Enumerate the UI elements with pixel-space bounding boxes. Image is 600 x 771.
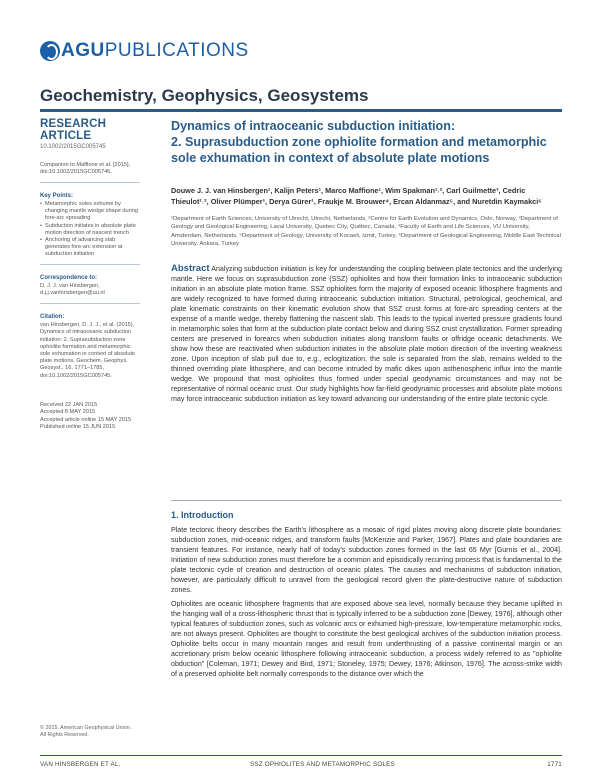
companion-note: Companion to Maffione et al. [2015], doi:10.1002/2015GC005746.: [40, 162, 131, 176]
footer-rule: [40, 755, 562, 756]
article-main: [171, 118, 562, 404]
citation-heading: Citation:: [40, 314, 65, 321]
journal-title: Geochemistry, Geophysics, Geosystems: [40, 86, 369, 105]
key-point: • Metamorphic soles exhume by changing mantle wedge shape during fore-arc spreading: [40, 201, 140, 221]
abstract-text: Analyzing subduction initiation is key for understanding the coupling between plate tectonics and the underlying mantle. Here we focus on suprasubduction zone (SSZ) ophiolites and how their formation links to intraoceanic subduction initiation in an absolute plate motion frame. SSZ ophiolites form the majority of exposed oceanic lithosphere fragments and are widely recognized to have formed during intraoceanic subduction initiation. Structural, petrological, geochemical, and plate kinematic constraints on their kinematic evolution show that SSZ crust forms at fore-arc spreading centers at the expense of a mantle wedge, thereby flattening the nascent slab. This leads to the typical inverted pressure gradients found in metamorphic soles that form at the subduction plate contact below and during SSZ crust crystallization. Former spreading centers are preserved in forearcs when subduction initiates along transform faults or offridge oceanic detachments. We show how these are reactivated when subduction initiates in the absolute plate motion direction of the inverting weakness zone. Upon inception of slab pull due to, e.g., eclogitization, the sole is separated from the slab, remains welded to the thinned overriding plate lithosphere, and can become intruded by mafic dikes upon asthenospheric influx into the mantle wedge. We propound that most ophiolites thus formed under special geodynamic circumstances and may not be representative of normal oceanic crust. Our study highlights how far-field geodynamic processes and absolute plate motions may force intraoceanic subduction initiation as key toward advancing our understanding of the entire plate tectonic cycle.: [171, 265, 562, 404]
title-line: 2. Suprasubduction zone ophiolite formation and metamorphic: [171, 135, 547, 149]
header-rule: [40, 109, 562, 112]
copyright: [40, 725, 150, 739]
page-number: 1771: [547, 761, 562, 768]
abstract-label: Abstract: [171, 263, 210, 275]
author-list: Douwe J. J. van Hinsbergen¹, Kalijn Peters¹, Marco Maffione¹, Wim Spakman¹˒², Carl Guilmette³, Cedric Thieulot¹˒², Oliver Plümper¹, Derya Gürer¹, Fraukje M. Brouwer⁴, Ercan Aldanmaz⁵, and Nuretdin Kaymakci⁶: [171, 186, 542, 206]
publication-dates: [40, 402, 140, 432]
date-accepted: Accepted 8 MAY 2015: [40, 409, 96, 416]
section-divider: [171, 500, 562, 501]
citation-text: van Hinsbergen, D. J. J., et al. (2015), Dynamics of intraoceanic subduction initiation: 2. Suprasubduction zone ophiolite formation and metamorphic sole exhumation in context of absolute plate motions, Geochem. Geophys. Geosyst., 16, 1771–1785, doi:10.1002/2015GC005745.: [40, 322, 136, 379]
correspondence-name: D. J. J. van Hinsbergen,: [40, 282, 100, 289]
article-type: RESEARCH ARTICLE: [40, 118, 107, 142]
sidebar-divider: [40, 182, 140, 183]
sidebar-divider: [40, 264, 140, 265]
article-doi[interactable]: 10.1002/2015GC005745: [40, 144, 106, 150]
date-received: Received 22 JAN 2015: [40, 401, 98, 408]
globe-icon: [40, 41, 60, 61]
copyright-line: All Rights Reserved.: [40, 732, 89, 738]
key-point: • Subduction initiates in absolute plate motion direction of nascent trench: [40, 223, 140, 237]
title-line: Dynamics of intraoceanic subduction initiation:: [171, 119, 456, 133]
date-published: Published online 15 JUN 2015: [40, 424, 116, 431]
title-line: sole exhumation in context of absolute plate motions: [171, 151, 490, 165]
footer-running-title: SSZ OPHIOLITES AND METAMORPHIC SOLES: [250, 761, 395, 768]
correspondence-heading: Correspondence to:: [40, 274, 98, 281]
article-title: [171, 118, 562, 166]
body-text: [171, 525, 562, 683]
date-accepted-online: Accepted article online 15 MAY 2015: [40, 416, 132, 423]
logo-text: AGUPUBLICATIONS: [61, 40, 249, 61]
sidebar: [40, 118, 140, 431]
correspondence-email[interactable]: d.j.j.vanhinsbergen@uu.nl: [40, 289, 105, 296]
footer-authors: VAN HINSBERGEN ET AL.: [40, 761, 121, 768]
copyright-line: © 2015. American Geophysical Union.: [40, 725, 132, 731]
paragraph: Plate tectonic theory describes the Earth's lithosphere as a mosaic of rigid plates moving along discrete plate boundaries: subduction zones, mid-oceanic ridges, and transform faults [McKenzie and Parker, 1967]. Plates and plate boundaries are transient features. For instance, nearly half of today's subduction zones formed in the last 65 Myr [Gurnis et al., 2004]. Initiation of new subduction zones must therefore be a common and episodically recurring process that is fundamental to the plate tectonic cycle of creation and destruction of oceanic plates. The causes and mechanisms of subduction initiation, however, are particularly difficult to unravel from the geological record given the plate-destructive nature of subduction zones.: [171, 526, 562, 594]
agu-publications-logo: [40, 40, 249, 62]
paragraph: Ophiolites are oceanic lithosphere fragments that are exposed above sea level, normally because they became uplifted in the hanging wall of a cross-lithospheric thrust that is typically inferred to be a subduction zone [Dewey, 1976], although other typical features of subduction zones, such as volcanic arcs or exhumed high-pressure, low-temperature metamorphic rocks, are not always present. Ophiolites are thought to constitute the best geological archives of the subduction initiation process. Ophiolite belts occur in many mountain ranges and result from underthrusting of a passive continental margin or an accretionary prism below oceanic lithosphere following intraoceanic subduction, a process widely referred to as "ophiolite obduction" [Coleman, 1971; Dewey and Bird, 1971; Stoneley, 1975; Dewey, 1976; Atkinson, 1976]. The across-strike width of a preserved ophiolite belt normally corresponds to the distance over which the: [171, 600, 562, 678]
key-points-list: [40, 201, 140, 257]
key-point: • Anchoring of advancing slab generates fore-arc extension at subduction initiation: [40, 237, 140, 257]
abstract: [171, 264, 562, 404]
affiliations: ¹Department of Earth Sciences, University of Utrecht, Utrecht, Netherlands, ²Centre for Earth Evolution and Dynamics, Oslo, Norway, ³Department of Geology and Geological Engineering, Laval University, Quebec City, Québec, Canada, ⁴Faculty of Earth and Life Sciences, VU University, Amsterdam, Netherlands, ⁵Department of Geology, University of Kocaeli, Izmit, Turkey, ⁶Department of Geological Engineering, Middle East Technical University, Ankara, Turkey: [171, 216, 561, 247]
key-points-heading: Key Points:: [40, 193, 74, 200]
section-heading: 1. Introduction: [171, 510, 234, 520]
sidebar-divider: [40, 303, 140, 304]
